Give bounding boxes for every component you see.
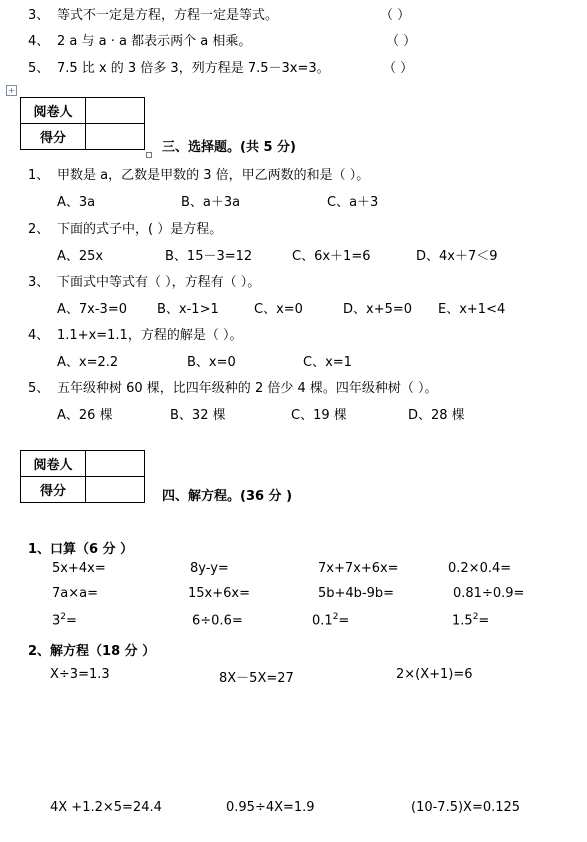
judge-num-3: 3、 (28, 8, 50, 23)
oral-r1-c2: 8y-y= (190, 561, 229, 576)
judge-num-5: 5、 (28, 61, 50, 76)
equation-r1-c2: 8X－5X=27 (219, 671, 294, 686)
reviewer-label: 阅卷人 (21, 451, 86, 477)
choice-num-3: 3、 (28, 275, 50, 290)
oral-r2-c3: 5b+4b-9b= (318, 586, 395, 601)
oral-r3-c4: $1.5^2=$ (452, 612, 490, 629)
oral-r3-c3: $0.1^2=$ (312, 612, 350, 629)
reviewer-cell[interactable] (86, 98, 145, 124)
judge-text-3: 等式不一定是方程，方程一定是等式。 (57, 8, 279, 23)
choice-4-option-b: B、x=0 (187, 355, 236, 370)
choice-text-3: 下面式中等式有（ ），方程有（ ）。 (57, 275, 261, 290)
choice-1-option-c: C、a＋3 (327, 195, 379, 210)
choice-num-1: 1、 (28, 168, 50, 183)
score-box-choice (20, 97, 145, 150)
oral-r3-c1: $3^2=$ (52, 612, 77, 629)
solve-section-title: 四、解方程。(36 分 ) (162, 489, 293, 504)
choice-1-option-a: A、3a (57, 195, 96, 210)
equation-r1-c3: 2×(X+1)=6 (396, 667, 473, 682)
oral-r1-c1: 5x+4x= (52, 561, 106, 576)
equation-r1-c1: X÷3=1.3 (50, 667, 110, 682)
judge-blank-5: （ ） (383, 61, 414, 76)
choice-2-option-a: A、25x (57, 249, 104, 264)
equation-r2-c1: 4X +1.2×5=24.4 (50, 800, 162, 815)
choice-4-option-a: A、x=2.2 (57, 355, 119, 370)
choice-num-2: 2、 (28, 222, 50, 237)
choice-4-option-c: C、x=1 (303, 355, 352, 370)
choice-3-option-b: B、x-1>1 (157, 302, 219, 317)
choice-num-4: 4、 (28, 328, 50, 343)
choice-1-option-b: B、a＋3a (181, 195, 241, 210)
oral-r2-c1: 7a×a= (52, 586, 98, 601)
oral-r1-c3: 7x+7x+6x= (318, 561, 399, 576)
choice-2-option-c: C、6x＋1=6 (292, 249, 371, 264)
choice-5-option-d: D、28 棵 (408, 408, 465, 423)
choice-5-option-c: C、19 棵 (291, 408, 347, 423)
choice-2-option-d: D、4x＋7＜9 (416, 249, 498, 264)
choice-text-4: 1.1+x=1.1，方程的解是（ ）。 (57, 328, 243, 343)
judge-blank-4: （ ） (386, 34, 417, 49)
score-cell[interactable] (86, 124, 145, 150)
choice-section-title: 三、选择题。(共 5 分) (162, 140, 296, 155)
equation-r2-c2: 0.95÷4X=1.9 (226, 800, 315, 815)
choice-3-option-e: E、x+1<4 (438, 302, 506, 317)
table-move-handle-icon[interactable]: + (6, 85, 17, 96)
equation-r2-c3: (10-7.5)X=0.125 (411, 800, 521, 815)
choice-text-2: 下面的式子中，( ）是方程。 (57, 222, 223, 237)
choice-2-option-b: B、15－3=12 (165, 249, 253, 264)
choice-text-5: 五年级种树 60 棵，比四年级种的 2 倍少 4 棵。四年级种树（ ）。 (57, 381, 438, 396)
choice-3-option-a: A、7x-3=0 (57, 302, 127, 317)
score-cell[interactable] (86, 477, 145, 503)
judge-text-5: 7.5 比 x 的 3 倍多 3，列方程是 7.5－3x=3。 (57, 61, 330, 76)
judge-blank-3: （ ） (380, 8, 411, 23)
reviewer-cell[interactable] (86, 451, 145, 477)
choice-text-1: 甲数是 a，乙数是甲数的 3 倍，甲乙两数的和是（ ）。 (57, 168, 370, 183)
oral-r3-c2: 6÷0.6= (192, 613, 243, 629)
score-label: 得分 (21, 477, 86, 503)
choice-num-5: 5、 (28, 381, 50, 396)
oral-r1-c4: 0.2×0.4= (448, 561, 512, 576)
oral-title: 1、口算（6 分 ） (28, 542, 134, 557)
score-box-solve (20, 450, 145, 503)
choice-5-option-a: A、26 棵 (57, 408, 113, 423)
judge-num-4: 4、 (28, 34, 50, 49)
score-label: 得分 (21, 124, 86, 150)
choice-3-option-d: D、x+5=0 (343, 302, 413, 317)
choice-5-option-b: B、32 棵 (170, 408, 226, 423)
oral-r2-c4: 0.81÷0.9= (453, 586, 525, 601)
judge-text-4: 2 a 与 a · a 都表示两个 a 相乘。 (57, 34, 252, 49)
choice-3-option-c: C、x=0 (254, 302, 303, 317)
table-resize-handle[interactable] (146, 152, 152, 158)
reviewer-label: 阅卷人 (21, 98, 86, 124)
equations-title: 2、解方程（18 分 ） (28, 644, 156, 659)
oral-r2-c2: 15x+6x= (188, 586, 250, 601)
